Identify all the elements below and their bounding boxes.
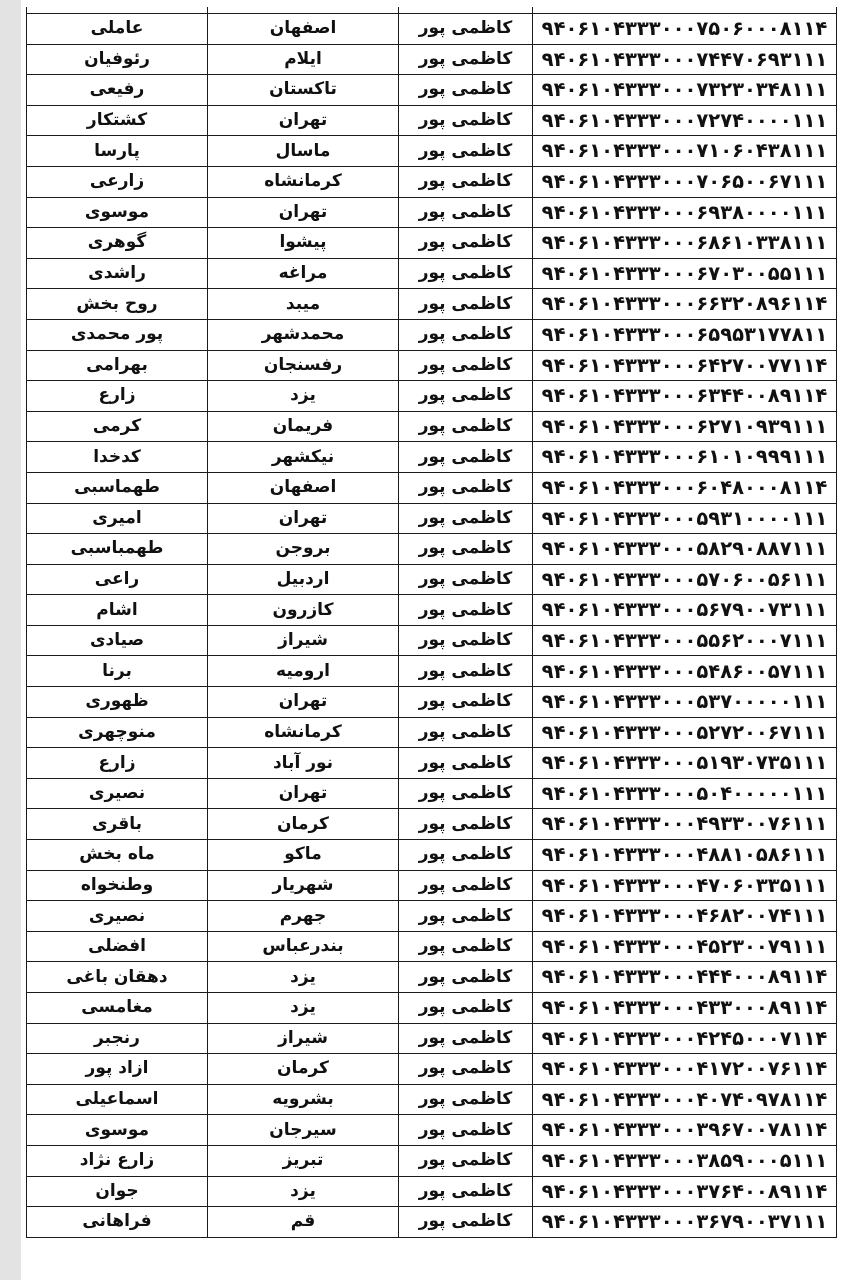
- city-cell: تهران: [208, 778, 399, 809]
- code-cell: ۹۴۰۶۱۰۴۳۳۳۰۰۰۴۳۳۰۰۰۸۹۱۱۴: [533, 993, 837, 1024]
- table-row: [27, 625, 837, 656]
- family-cell: کاظمی پور: [399, 1176, 533, 1207]
- code-cell: ۹۴۰۶۱۰۴۳۳۳۰۰۰۶۹۳۸۰۰۰۰۱۱۱: [533, 197, 837, 228]
- table-row: [27, 901, 837, 932]
- code-cell: ۹۴۰۶۱۰۴۳۳۳۰۰۰۴۹۳۳۰۰۷۶۱۱۱: [533, 809, 837, 840]
- table-row: [27, 289, 837, 320]
- last-name-cell: طهماسبی: [27, 472, 208, 503]
- table-row: [27, 534, 837, 565]
- code-cell: ۹۴۰۶۱۰۴۳۳۳۰۰۰۴۷۰۶۰۳۳۵۱۱۱: [533, 870, 837, 901]
- family-cell: کاظمی پور: [399, 411, 533, 442]
- city-cell: محمدشهر: [208, 319, 399, 350]
- family-cell: کاظمی پور: [399, 503, 533, 534]
- family-cell: کاظمی پور: [399, 809, 533, 840]
- code-cell: ۹۴۰۶۱۰۴۳۳۳۰۰۰۳۹۶۷۰۰۷۸۱۱۴: [533, 1115, 837, 1146]
- code-cell: ۹۴۰۶۱۰۴۳۳۳۰۰۰۳۷۶۴۰۰۸۹۱۱۴: [533, 1176, 837, 1207]
- city-cell: کرمانشاه: [208, 717, 399, 748]
- last-name-cell: کشتکار: [27, 105, 208, 136]
- city-cell: بندرعباس: [208, 931, 399, 962]
- table-row: [27, 748, 837, 779]
- city-cell: یزد: [208, 1176, 399, 1207]
- code-cell: ۹۴۰۶۱۰۴۳۳۳۰۰۰۷۰۶۵۰۰۶۷۱۱۱: [533, 166, 837, 197]
- family-cell: کاظمی پور: [399, 717, 533, 748]
- code-cell: ۹۴۰۶۱۰۴۳۳۳۰۰۰۷۳۲۳۰۳۴۸۱۱۱: [533, 75, 837, 106]
- table-row: [27, 1176, 837, 1207]
- last-name-cell: بهرامی: [27, 350, 208, 381]
- code-cell: ۹۴۰۶۱۰۴۳۳۳۰۰۰۶۲۷۱۰۹۳۹۱۱۱: [533, 411, 837, 442]
- code-cell: ۹۴۰۶۱۰۴۳۳۳۰۰۰۵۵۶۲۰۰۰۷۱۱۱: [533, 625, 837, 656]
- table-row: [27, 503, 837, 534]
- last-name-cell: موسوی: [27, 197, 208, 228]
- last-name-cell: روح بخش: [27, 289, 208, 320]
- code-cell: ۹۴۰۶۱۰۴۳۳۳۰۰۰۴۲۴۵۰۰۰۷۱۱۴: [533, 1023, 837, 1054]
- code-cell: ۹۴۰۶۱۰۴۳۳۳۰۰۰۵۹۳۱۰۰۰۰۱۱۱: [533, 503, 837, 534]
- last-name-cell: کرمی: [27, 411, 208, 442]
- table-row: [27, 962, 837, 993]
- code-cell: ۹۴۰۶۱۰۴۳۳۳۰۰۰۶۷۰۳۰۰۵۵۱۱۱: [533, 258, 837, 289]
- city-cell: تهران: [208, 105, 399, 136]
- code-cell: ۹۴۰۶۱۰۴۳۳۳۰۰۰۵۷۰۶۰۰۵۶۱۱۱: [533, 564, 837, 595]
- table-row: [27, 840, 837, 871]
- last-name-cell: رفیعی: [27, 75, 208, 106]
- table-row: [27, 472, 837, 503]
- last-name-cell: منوچهری: [27, 717, 208, 748]
- city-cell: کرمان: [208, 1054, 399, 1085]
- code-cell: ۹۴۰۶۱۰۴۳۳۳۰۰۰۳۶۷۹۰۰۳۷۱۱۱: [533, 1207, 837, 1238]
- table-row: [27, 564, 837, 595]
- table-row: [27, 809, 837, 840]
- city-cell: اصفهان: [208, 14, 399, 45]
- family-cell: کاظمی پور: [399, 1207, 533, 1238]
- table-row: [27, 442, 837, 473]
- family-cell: کاظمی پور: [399, 993, 533, 1024]
- family-cell: کاظمی پور: [399, 748, 533, 779]
- table-row: [27, 105, 837, 136]
- last-name-cell: صیادی: [27, 625, 208, 656]
- family-cell: کاظمی پور: [399, 687, 533, 718]
- code-cell: ۹۴۰۶۱۰۴۳۳۳۰۰۰۷۴۴۷۰۶۹۳۱۱۱: [533, 44, 837, 75]
- city-cell: شیراز: [208, 1023, 399, 1054]
- family-cell: کاظمی پور: [399, 105, 533, 136]
- code-cell: ۹۴۰۶۱۰۴۳۳۳۰۰۰۴۸۸۱۰۵۸۶۱۱۱: [533, 840, 837, 871]
- table-row: [27, 258, 837, 289]
- last-name-cell: عاملی: [27, 14, 208, 45]
- family-cell: کاظمی پور: [399, 1023, 533, 1054]
- last-name-cell: طهمباسبی: [27, 534, 208, 565]
- code-cell: ۹۴۰۶۱۰۴۳۳۳۰۰۰۶۰۴۸۰۰۰۸۱۱۴: [533, 472, 837, 503]
- table-row: [27, 411, 837, 442]
- family-cell: کاظمی پور: [399, 166, 533, 197]
- code-cell: ۹۴۰۶۱۰۴۳۳۳۰۰۰۷۵۰۶۰۰۰۸۱۱۴: [533, 14, 837, 45]
- city-cell: کازرون: [208, 595, 399, 626]
- city-cell: کرمانشاه: [208, 166, 399, 197]
- table-row: [27, 136, 837, 167]
- table-row: [27, 1023, 837, 1054]
- family-cell: کاظمی پور: [399, 870, 533, 901]
- table-row: [27, 1207, 837, 1238]
- city-cell: نور آباد: [208, 748, 399, 779]
- last-name-cell: رئوفیان: [27, 44, 208, 75]
- last-name-cell: افضلی: [27, 931, 208, 962]
- code-cell: ۹۴۰۶۱۰۴۳۳۳۰۰۰۵۰۴۰۰۰۰۰۱۱۱: [533, 778, 837, 809]
- city-cell: تهران: [208, 687, 399, 718]
- last-name-cell: زارع نژاد: [27, 1145, 208, 1176]
- table-row: [27, 778, 837, 809]
- table-row: [27, 350, 837, 381]
- city-cell: تهران: [208, 197, 399, 228]
- family-cell: کاظمی پور: [399, 350, 533, 381]
- city-cell: ماسال: [208, 136, 399, 167]
- city-cell: نیکشهر: [208, 442, 399, 473]
- code-cell: ۹۴۰۶۱۰۴۳۳۳۰۰۰۶۵۹۵۳۱۷۷۸۱۱: [533, 319, 837, 350]
- table-row: [27, 687, 837, 718]
- family-cell: کاظمی پور: [399, 381, 533, 412]
- code-cell: ۹۴۰۶۱۰۴۳۳۳۰۰۰۵۸۲۹۰۸۸۷۱۱۱: [533, 534, 837, 565]
- code-cell: ۹۴۰۶۱۰۴۳۳۳۰۰۰۶۸۶۱۰۳۳۸۱۱۱: [533, 228, 837, 259]
- family-cell: کاظمی پور: [399, 901, 533, 932]
- table-row: [27, 197, 837, 228]
- last-name-cell: برنا: [27, 656, 208, 687]
- city-cell: ماکو: [208, 840, 399, 871]
- last-name-cell: ماه بخش: [27, 840, 208, 871]
- last-name-cell: نصیری: [27, 901, 208, 932]
- family-cell: کاظمی پور: [399, 962, 533, 993]
- last-name-cell: زارع: [27, 381, 208, 412]
- table-row: [27, 717, 837, 748]
- code-cell: ۹۴۰۶۱۰۴۳۳۳۰۰۰۴۰۷۴۰۹۷۸۱۱۴: [533, 1084, 837, 1115]
- table-row: [27, 381, 837, 412]
- table-row: [27, 166, 837, 197]
- last-name-cell: نصیری: [27, 778, 208, 809]
- city-cell: یزد: [208, 993, 399, 1024]
- last-name-cell: ازاد پور: [27, 1054, 208, 1085]
- last-name-cell: زارع: [27, 748, 208, 779]
- family-cell: کاظمی پور: [399, 564, 533, 595]
- family-cell: کاظمی پور: [399, 778, 533, 809]
- city-cell: ارومیه: [208, 656, 399, 687]
- city-cell: یزد: [208, 962, 399, 993]
- family-cell: کاظمی پور: [399, 319, 533, 350]
- city-cell: سیرجان: [208, 1115, 399, 1146]
- family-cell: کاظمی پور: [399, 44, 533, 75]
- document-sheet: [21, 0, 845, 1280]
- table-row: [27, 1054, 837, 1085]
- family-cell: کاظمی پور: [399, 258, 533, 289]
- last-name-cell: فراهانی: [27, 1207, 208, 1238]
- code-cell: ۹۴۰۶۱۰۴۳۳۳۰۰۰۴۵۲۳۰۰۷۹۱۱۱: [533, 931, 837, 962]
- city-cell: شهریار: [208, 870, 399, 901]
- last-name-cell: ظهوری: [27, 687, 208, 718]
- city-cell: تهران: [208, 503, 399, 534]
- code-cell: ۹۴۰۶۱۰۴۳۳۳۰۰۰۵۳۷۰۰۰۰۰۱۱۱: [533, 687, 837, 718]
- family-cell: کاظمی پور: [399, 1145, 533, 1176]
- last-name-cell: پور محمدی: [27, 319, 208, 350]
- table-row: [27, 870, 837, 901]
- table-row: [27, 1084, 837, 1115]
- code-cell: ۹۴۰۶۱۰۴۳۳۳۰۰۰۶۶۳۲۰۸۹۶۱۱۴: [533, 289, 837, 320]
- family-cell: کاظمی پور: [399, 656, 533, 687]
- family-cell: کاظمی پور: [399, 14, 533, 45]
- table-row: [27, 75, 837, 106]
- city-cell: یزد: [208, 381, 399, 412]
- family-cell: کاظمی پور: [399, 534, 533, 565]
- city-cell: رفسنجان: [208, 350, 399, 381]
- code-cell: ۹۴۰۶۱۰۴۳۳۳۰۰۰۴۱۷۲۰۰۷۶۱۱۴: [533, 1054, 837, 1085]
- city-cell: تاکستان: [208, 75, 399, 106]
- city-cell: جهرم: [208, 901, 399, 932]
- family-cell: کاظمی پور: [399, 136, 533, 167]
- table-row: [27, 931, 837, 962]
- left-margin-strip: [0, 0, 21, 1280]
- table-row: [27, 1115, 837, 1146]
- last-name-cell: وطنخواه: [27, 870, 208, 901]
- last-name-cell: کدخدا: [27, 442, 208, 473]
- table-row: [27, 993, 837, 1024]
- city-cell: میبد: [208, 289, 399, 320]
- table-row: [27, 1145, 837, 1176]
- last-name-cell: راشدی: [27, 258, 208, 289]
- family-cell: کاظمی پور: [399, 472, 533, 503]
- last-name-cell: مغامسی: [27, 993, 208, 1024]
- last-name-cell: پارسا: [27, 136, 208, 167]
- table-row: [27, 228, 837, 259]
- city-cell: کرمان: [208, 809, 399, 840]
- family-cell: کاظمی پور: [399, 595, 533, 626]
- last-name-cell: اشام: [27, 595, 208, 626]
- last-name-cell: اسماعیلی: [27, 1084, 208, 1115]
- family-cell: کاظمی پور: [399, 442, 533, 473]
- city-cell: بروجن: [208, 534, 399, 565]
- city-cell: پیشوا: [208, 228, 399, 259]
- city-cell: ایلام: [208, 44, 399, 75]
- family-cell: کاظمی پور: [399, 289, 533, 320]
- last-name-cell: امیری: [27, 503, 208, 534]
- city-cell: بشرویه: [208, 1084, 399, 1115]
- last-name-cell: باقری: [27, 809, 208, 840]
- code-cell: ۹۴۰۶۱۰۴۳۳۳۰۰۰۵۶۷۹۰۰۷۳۱۱۱: [533, 595, 837, 626]
- code-cell: ۹۴۰۶۱۰۴۳۳۳۰۰۰۶۳۴۴۰۰۸۹۱۱۴: [533, 381, 837, 412]
- family-cell: کاظمی پور: [399, 197, 533, 228]
- city-cell: تبریز: [208, 1145, 399, 1176]
- family-cell: کاظمی پور: [399, 1084, 533, 1115]
- last-name-cell: جوان: [27, 1176, 208, 1207]
- family-cell: کاظمی پور: [399, 1115, 533, 1146]
- last-name-cell: زارعی: [27, 166, 208, 197]
- code-cell: ۹۴۰۶۱۰۴۳۳۳۰۰۰۷۱۰۶۰۴۳۸۱۱۱: [533, 136, 837, 167]
- family-cell: کاظمی پور: [399, 75, 533, 106]
- family-cell: کاظمی پور: [399, 840, 533, 871]
- code-cell: ۹۴۰۶۱۰۴۳۳۳۰۰۰۳۸۵۹۰۰۰۵۱۱۱: [533, 1145, 837, 1176]
- city-cell: فریمان: [208, 411, 399, 442]
- city-cell: قم: [208, 1207, 399, 1238]
- table-row: [27, 319, 837, 350]
- table-row: [27, 656, 837, 687]
- family-cell: کاظمی پور: [399, 228, 533, 259]
- code-cell: ۹۴۰۶۱۰۴۳۳۳۰۰۰۵۴۸۶۰۰۵۷۱۱۱: [533, 656, 837, 687]
- family-cell: کاظمی پور: [399, 931, 533, 962]
- records-table-body: [27, 7, 837, 1237]
- last-name-cell: گوهری: [27, 228, 208, 259]
- code-cell: ۹۴۰۶۱۰۴۳۳۳۰۰۰۷۲۷۴۰۰۰۰۱۱۱: [533, 105, 837, 136]
- family-cell: کاظمی پور: [399, 1054, 533, 1085]
- last-name-cell: راعی: [27, 564, 208, 595]
- family-cell: کاظمی پور: [399, 625, 533, 656]
- table-row: [27, 14, 837, 45]
- code-cell: ۹۴۰۶۱۰۴۳۳۳۰۰۰۵۱۹۳۰۷۳۵۱۱۱: [533, 748, 837, 779]
- last-name-cell: موسوی: [27, 1115, 208, 1146]
- code-cell: ۹۴۰۶۱۰۴۳۳۳۰۰۰۵۲۷۲۰۰۶۷۱۱۱: [533, 717, 837, 748]
- table-row: [27, 44, 837, 75]
- code-cell: ۹۴۰۶۱۰۴۳۳۳۰۰۰۴۶۸۲۰۰۷۴۱۱۱: [533, 901, 837, 932]
- city-cell: مراغه: [208, 258, 399, 289]
- last-name-cell: دهقان باغی: [27, 962, 208, 993]
- code-cell: ۹۴۰۶۱۰۴۳۳۳۰۰۰۴۴۴۰۰۰۸۹۱۱۴: [533, 962, 837, 993]
- code-cell: ۹۴۰۶۱۰۴۳۳۳۰۰۰۶۴۲۷۰۰۷۷۱۱۴: [533, 350, 837, 381]
- records-table: [26, 7, 837, 1238]
- last-name-cell: رنجبر: [27, 1023, 208, 1054]
- city-cell: اردبیل: [208, 564, 399, 595]
- city-cell: اصفهان: [208, 472, 399, 503]
- code-cell: ۹۴۰۶۱۰۴۳۳۳۰۰۰۶۱۰۱۰۹۹۹۱۱۱: [533, 442, 837, 473]
- city-cell: شیراز: [208, 625, 399, 656]
- table-row: [27, 595, 837, 626]
